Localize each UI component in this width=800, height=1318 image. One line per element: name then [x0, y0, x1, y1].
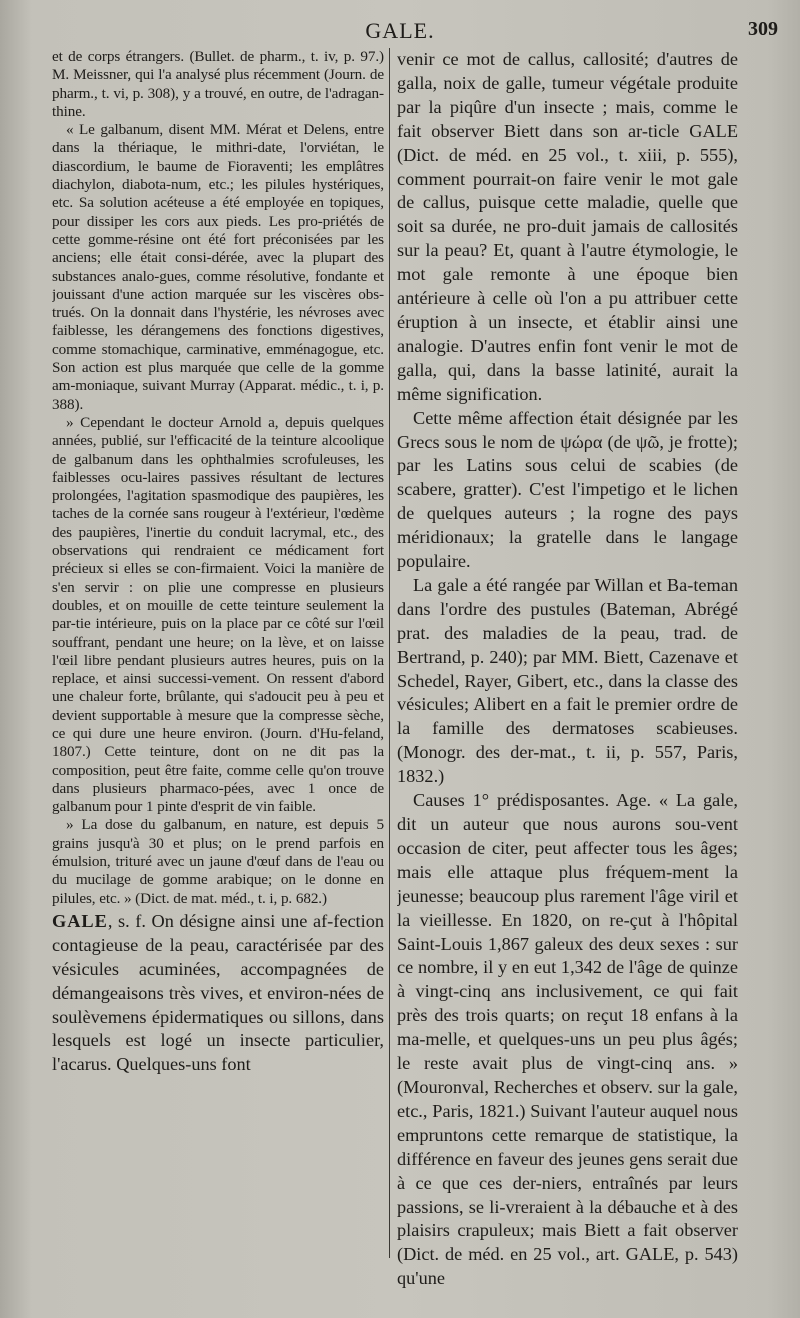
running-head — [0, 18, 800, 48]
page-title: GALE. — [365, 18, 435, 43]
paragraph: Causes 1° prédisposantes. Age. « La gale, dit un auteur que nous aurons sou-vent occasion de citer, peut affecter tous les âges; mais elle attaque plus fréquem-ment la jeunesse; beaucoup plus rarement l'âge viril et la vieillesse. En 1820, on re-çut à l'hôpital Saint-Louis 1,867 galeux des deux sexes : sur ce nombre, il y en eut 1,342 de l'âge de quinze à vingt-cinq ans inclusivement, ce qui fait près des trois quarts; on reçut 18 enfans à la ma-melle, et quelques-uns un peu plus âgés; le reste avait plus de vingt-cinq ans. » (Mouronval, Recherches et observ. sur la gale, etc., Paris, 1821.) Suivant l'auteur auquel nous empruntons cette remarque de statistique, la différence en faveur des jeunes gens serait due à ce que ces der-niers, entraînés par leurs passions, se li-vreraient à la débauche et à des plaisirs crapuleux; mais Biett a fait observer (Dict. de méd. en 25 vol., art. GALE, p. 543) qu'une — [397, 790, 738, 1289]
paragraph: La gale a été rangée par Willan et Ba-teman dans l'ordre des pustules (Bateman, Abrégé prat. des maladies de la peau, trad. de Bertrand, p. 240); par MM. Biett, Cazenave et Schedel, Rayer, Gibert, etc., dans la classe des vésicules; Alibert en a fait le premier ordre de la famille des dermatoses scabieuses. (Monogr. des der-mat., t. ii, p. 557, Paris, 1832.) — [397, 574, 738, 787]
right-column — [397, 48, 738, 1291]
paragraph: « Le galbanum, disent MM. Mérat et Delens, entre dans la thériaque, le mithri-date, l'orviétan, le diascordium, le baume de Fioraventi; les emplâtres diachylon, diabota-num, etc.; les pilules hystériques, etc. Sa solution acéteuse a été employée en topiques, pour dissiper les cors aux pieds. Les pro-priétés de cette gomme-résine ont été fort préconisées par les anciens; elle était consi-dérée, avec la plupart des substances analo-gues, comme résolutive, fondante et jouissant d'une action marquée sur les viscères obs-trués. On la donnait dans l'hystérie, les névroses avec faiblesse, les dérangemens des fonctions digestives, comme stomachique, carminative, emménagogue, etc. Son action est plus marquée que celle de la gomme am-moniaque, suivant Murray (Apparat. médic., t. i, p. 388). — [52, 121, 384, 413]
paragraph: » Cependant le docteur Arnold a, depuis quelques années, publié, sur l'efficacité de la teinture alcoolique de galbanum dans les ophthalmies scrofuleuses, les faiblesses ocu-laires passives résultant de lectures prolongées, l'agitation spasmodique des paupières, les taches de la cornée sans rougeur à l'extérieur, l'œdème des paupières, l'inertie du conduit lacrymal, etc., des observations qui rendraient ce médicament fort précieux si elles se con-firmaient. Voici la manière de s'en servir : on plie une compresse en plusieurs doubles, et on mouille de cette teinture seulement la par-tie intérieure, puis on la place par ce côté sur l'œil souffrant, pendant une heure; on la lève, et on laisse l'œil libre pendant plusieurs autres heures, puis on la replace, et ainsi successi-vement. On ressent d'abord une chaleur forte, brûlante, qui s'adoucit peu à peu et devient supportable à mesure que la compresse sèche, ce qui dure une heure environ. (Journ. d'Hu-feland, 1807.) Cette teinture, dont on ne dit pas la composition, peut être faite, comme celle qu'on trouve dans plusieurs pharmaco-pées, avec 1 once de galbanum pour 1 pinte d'esprit de vin faible. — [52, 413, 384, 816]
entry-headword: GALE — [52, 910, 108, 931]
entry-text: , s. f. On désigne ainsi une af-fection contagieuse de la peau, caractérisée par des vésicules acuminées, accompagnées de démangeaisons très vives, et environ-nées de soulèvemens épidermatiques ou sillons, dans lesquels est logé un insecte particulier, l'acarus. Quelques-uns font — [52, 910, 384, 1075]
left-column — [52, 48, 384, 1077]
paragraph: venir ce mot de callus, callosité; d'autres de galla, noix de galle, tumeur végétale produite par la piqûre d'un insecte ; mais, comme le fait observer Biett dans son ar-ticle GALE (Dict. de méd. en 25 vol., t. xiii, p. 555), comment pourrait-on faire venir le mot gale de callus, puisque cette maladie, quelle que soit sa durée, ne pro-duit jamais de callosités sur la peau? Et, quant à l'autre étymologie, le mot gale remonte à une époque bien antérieure à celle où l'on a pu attribuer cette éruption à un insecte, et établir ainsi une analogie. D'autres enfin font venir le mot de galla, qui, dans la basse latinité, aurait la même signification. — [397, 49, 738, 404]
dictionary-entry — [52, 910, 384, 1077]
page-number: 309 — [748, 18, 778, 40]
paragraph: » La dose du galbanum, en nature, est depuis 5 grains jusqu'à 30 et plus; on le prend parfois en émulsion, trituré avec un jaune d'œuf dans de l'eau ou du mucilage de gomme arabique; on le donne en pilules, etc. » (Dict. de mat. méd., t. i, p. 682.) — [52, 816, 384, 907]
paragraph: Cette même affection était désignée par les Grecs sous le nom de ψώρα (de ψῶ, je frotte); par les Latins sous celui de scabies (de scabere, gratter). C'est l'impetigo et le lichen de quelques auteurs ; la rogne des pays méridionaux; la gratelle dans le langage populaire. — [397, 407, 738, 572]
column-divider — [389, 48, 390, 1258]
paragraph: et de corps étrangers. (Bullet. de pharm., t. iv, p. 97.) M. Meissner, qui l'a analysé plus récemment (Journ. de pharm., t. vi, p. 308), y a trouvé, en outre, de l'adragan-thine. — [52, 48, 384, 120]
